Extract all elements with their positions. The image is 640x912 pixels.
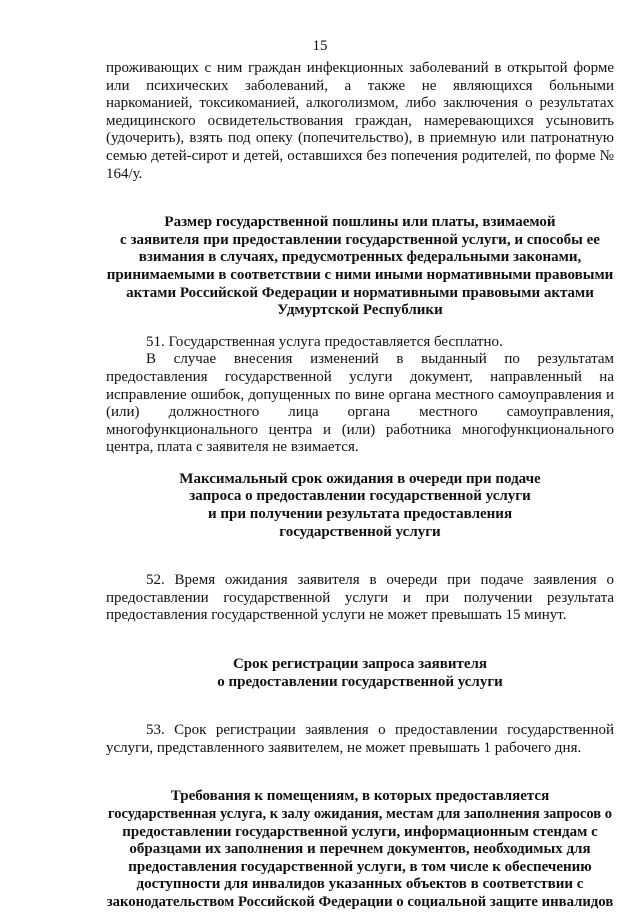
heading-line: запроса о предоставлении государственной услуги xyxy=(189,488,531,505)
heading-line: с заявителя при предоставлении государственной услуги, и способы ее xyxy=(120,231,600,248)
heading-registration xyxy=(106,656,614,691)
intro-paragraph: проживающих с ним граждан инфекционных заболеваний в открытой форме или психических заболеваний, а также не являющихся больными наркоманией, токсикоманией, алкоголизмом, либо заключения о результатах медицинского освидетельствования граждан, намеревающихся усыновить (удочерить), взять под опеку (попечительство), в приемную или патронатную семью детей-сирот и детей, оставшихся без попечения родителей, по форме № 164/у. xyxy=(106,60,614,182)
document-body xyxy=(106,60,614,912)
heading-line: Размер государственной пошлины или платы, взимаемой xyxy=(164,214,556,231)
heading-line: предоставлении государственной услуги, информационным стендам с xyxy=(122,823,598,840)
paragraph-53: 53. Срок регистрации заявления о предоставлении государственной услуги, представленного заявителем, не может превышать 1 рабочего дня. xyxy=(106,722,614,756)
heading-fee xyxy=(106,214,614,320)
heading-premises xyxy=(106,788,614,911)
heading-line: образцами их заполнения и перечнем документов, необходимых для xyxy=(129,841,591,858)
heading-line: государственная услуга, к залу ожидания, местам для заполнения запросов о xyxy=(108,806,612,822)
heading-line: актами Российской Федерации и нормативными правовыми актами xyxy=(126,284,594,301)
paragraph-52: 52. Время ожидания заявителя в очереди при подаче заявления о предоставлении государственной услуги и при получении результата предоставления государственной услуги не может превышать 15 минут. xyxy=(106,572,614,624)
heading-line: и при получении результата предоставления xyxy=(207,506,513,523)
heading-line: предоставления государственной услуги, в том числе к обеспечению xyxy=(128,858,592,875)
paragraph-51: 51. Государственная услуга предоставляется бесплатно. xyxy=(146,333,503,350)
heading-line: взимания в случаях, предусмотренных федеральными законами, xyxy=(138,249,582,266)
paragraph-51-continued: В случае внесения изменений в выданный по результатам предоставления государственной услуги документ, направленный на исправление ошибок, допущенных по вине органа местного самоуправления и (или) должностного лица органа местного самоуправления, многофункционального центра и (или) работника многофункционального центра, плата с заявителя не взимается. xyxy=(106,351,614,456)
page-number: 15 xyxy=(312,38,328,54)
heading-line: Срок регистрации запроса заявителя xyxy=(232,656,488,673)
heading-line: государственной услуги xyxy=(279,523,441,540)
heading-line: принимаемыми в соответствии с ними иными нормативными правовыми xyxy=(106,266,614,283)
heading-line: доступности для инвалидов указанных объектов в соответствии с xyxy=(136,876,584,893)
heading-line: о предоставлении государственной услуги xyxy=(217,673,503,690)
heading-line: Требования к помещениям, в которых предоставляется xyxy=(170,788,550,805)
heading-wait-time xyxy=(106,471,614,541)
heading-line: Удмуртской Республики xyxy=(277,302,443,319)
heading-line: Максимальный срок ожидания в очереди при подаче xyxy=(179,470,541,487)
heading-line: законодательством Российской Федерации о социальной защите инвалидов xyxy=(106,893,614,910)
